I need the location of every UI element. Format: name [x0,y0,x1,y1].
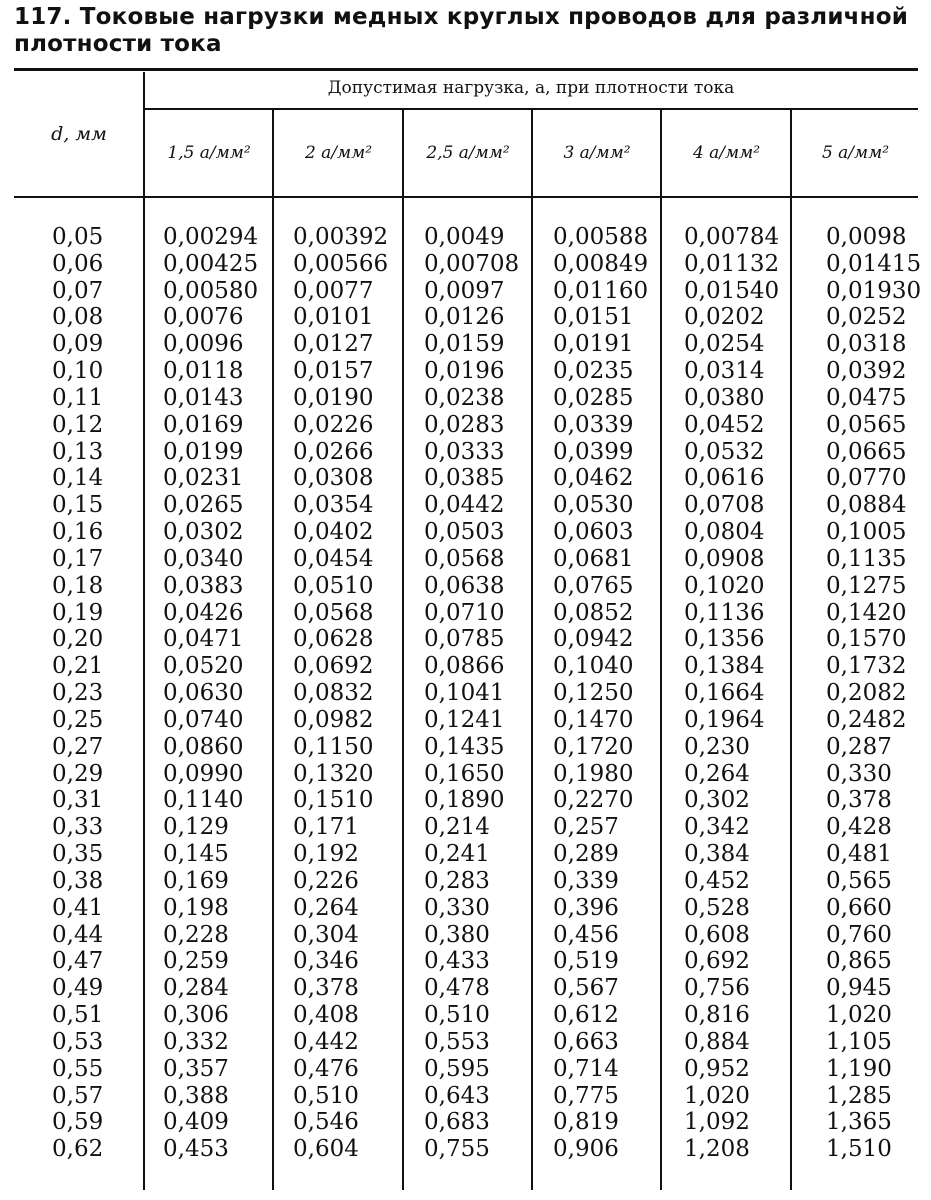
load-cell: 0,2082 [826,680,907,707]
load-cell: 0,226 [293,867,359,894]
load-cell: 0,0770 [826,465,907,492]
load-cell: 0,1250 [553,680,634,707]
load-cell: 0,952 [684,1055,750,1082]
load-cell: 0,0510 [293,572,374,599]
diameter-cell: 0,59 [52,1109,104,1136]
load-cell: 0,2482 [826,706,907,733]
load-cell: 0,0462 [553,465,634,492]
load-cell: 0,0196 [424,358,505,385]
load-cell: 1,092 [684,1109,750,1136]
diameter-cell: 0,14 [52,465,104,492]
load-cell: 0,0339 [553,411,634,438]
load-cell: 0,0235 [553,358,634,385]
load-cell: 0,0285 [553,384,634,411]
load-cell: 0,0308 [293,465,374,492]
load-cell: 0,1420 [826,599,907,626]
load-cell: 0,0860 [163,733,244,760]
load-cell: 0,0202 [684,304,765,331]
table-row [0,868,931,895]
load-cell: 0,1664 [684,680,765,707]
load-cell: 0,0990 [163,760,244,787]
load-cell: 0,0665 [826,438,907,465]
load-cell: 0,1470 [553,706,634,733]
load-cell: 0,0520 [163,653,244,680]
load-cell: 0,760 [826,921,892,948]
load-cell: 0,0475 [826,384,907,411]
load-cell: 0,145 [163,841,229,868]
diameter-cell: 0,57 [52,1082,104,1109]
load-cell: 0,00392 [293,224,389,250]
load-cell: 0,264 [684,760,750,787]
load-cell: 0,287 [826,733,892,760]
load-cell: 0,0692 [293,653,374,680]
load-cell: 0,330 [826,760,892,787]
density-column-header: 1,5 а/мм² [167,143,251,163]
load-cell: 0,289 [553,841,619,868]
load-cell: 0,1135 [826,545,907,572]
load-cell: 0,0565 [826,411,907,438]
table-row [0,1029,931,1056]
load-cell: 0,1320 [293,760,374,787]
load-cell: 0,2270 [553,787,634,814]
diameter-cell: 0,31 [52,787,104,814]
load-cell: 0,0265 [163,492,244,519]
load-cell: 0,0765 [553,572,634,599]
load-cell: 0,284 [163,975,229,1002]
load-cell: 0,1964 [684,706,765,733]
load-cell: 0,0530 [553,492,634,519]
load-cell: 0,01930 [826,277,922,304]
load-cell: 0,0340 [163,545,244,572]
load-cell: 0,396 [553,894,619,921]
load-cell: 0,1275 [826,572,907,599]
load-cell: 1,208 [684,1136,750,1163]
load-cell: 0,230 [684,733,750,760]
load-cell: 0,1384 [684,653,765,680]
diameter-cell: 0,27 [52,733,104,760]
load-cell: 0,1241 [424,706,505,733]
load-cell: 0,306 [163,1002,229,1029]
load-cell: 0,241 [424,841,490,868]
load-cell: 0,0151 [553,304,634,331]
header-bottom-rule [14,196,918,198]
diameter-cell: 0,12 [52,411,104,438]
density-column-header: 2,5 а/мм² [426,143,510,163]
load-cell: 0,0383 [163,572,244,599]
diameter-cell: 0,35 [52,841,104,868]
load-cell: 1,365 [826,1109,892,1136]
load-cell: 0,228 [163,921,229,948]
table-row [0,841,931,868]
load-cell: 0,0101 [293,304,374,331]
load-cell: 0,00425 [163,250,259,277]
diameter-cell: 0,20 [52,626,104,653]
load-cell: 0,0471 [163,626,244,653]
load-cell: 0,384 [684,841,750,868]
diameter-cell: 0,07 [52,277,104,304]
table-row [0,304,931,331]
diameter-cell: 0,47 [52,948,104,975]
load-cell: 0,0266 [293,438,374,465]
load-cell: 0,0442 [424,492,505,519]
diameter-cell: 0,38 [52,867,104,894]
diameter-cell: 0,17 [52,545,104,572]
load-cell: 0,302 [684,787,750,814]
load-cell: 0,775 [553,1082,619,1109]
load-cell: 0,1150 [293,733,374,760]
table-row [0,1056,931,1083]
load-cell: 0,1570 [826,626,907,653]
load-cell: 0,595 [424,1055,490,1082]
load-cell: 0,476 [293,1055,359,1082]
load-cell: 0,1510 [293,787,374,814]
load-cell: 0,0169 [163,411,244,438]
load-cell: 0,0157 [293,358,374,385]
table-row [0,331,931,358]
table-row [0,251,931,278]
load-cell: 0,1041 [424,680,505,707]
load-cell: 0,0380 [684,384,765,411]
density-column-header: 4 а/мм² [692,143,761,163]
table-row [0,787,931,814]
load-cell: 0,342 [684,814,750,841]
diameter-cell: 0,13 [52,438,104,465]
load-cell: 0,0402 [293,519,374,546]
load-cell: 1,285 [826,1082,892,1109]
load-cell: 0,756 [684,975,750,1002]
diameter-cell: 0,09 [52,331,104,358]
load-cell: 0,433 [424,948,490,975]
load-cell: 0,0126 [424,304,505,331]
diameter-cell: 0,15 [52,492,104,519]
diameter-cell: 0,16 [52,519,104,546]
density-column-header: 2 а/мм² [304,143,373,163]
load-cell: 0,0568 [293,599,374,626]
load-cell: 0,0603 [553,519,634,546]
permissible-load-group-header: Допустимая нагрузка, а, при плотности тока [327,78,735,98]
load-cell: 0,0942 [553,626,634,653]
load-cell: 0,0908 [684,545,765,572]
load-cell: 0,0884 [826,492,907,519]
load-cell: 0,00294 [163,224,259,250]
load-cell: 0,0238 [424,384,505,411]
load-cell: 0,0097 [424,277,505,304]
load-cell: 0,884 [684,1028,750,1055]
load-cell: 0,0077 [293,277,374,304]
load-cell: 0,0681 [553,545,634,572]
density-column-header: 3 а/мм² [563,143,631,163]
load-cell: 0,865 [826,948,892,975]
load-cell: 0,612 [553,1002,619,1029]
load-cell: 0,0628 [293,626,374,653]
load-cell: 0,0710 [424,599,505,626]
load-cell: 0,304 [293,921,359,948]
load-cell: 0,1356 [684,626,765,653]
table-row [0,358,931,385]
diameter-cell: 0,49 [52,975,104,1002]
diameter-cell: 0,25 [52,706,104,733]
load-cell: 0,510 [424,1002,490,1029]
load-cell: 0,0231 [163,465,244,492]
diameter-cell: 0,10 [52,358,104,385]
load-cell: 0,906 [553,1136,619,1163]
table-row [0,761,931,788]
load-cell: 0,0190 [293,384,374,411]
load-cell: 0,510 [293,1082,359,1109]
load-cell: 0,01132 [684,250,780,277]
table-row [0,1136,931,1163]
load-cell: 0,643 [424,1082,490,1109]
diameter-column-header: d, мм [51,123,107,145]
load-cell: 0,332 [163,1028,229,1055]
load-cell: 0,692 [684,948,750,975]
table-row [0,600,931,627]
load-cell: 0,608 [684,921,750,948]
load-cell: 0,819 [553,1109,619,1136]
load-cell: 0,0385 [424,465,505,492]
load-cell: 0,453 [163,1136,229,1163]
load-cell: 1,020 [826,1002,892,1029]
load-cell: 0,0226 [293,411,374,438]
load-cell: 0,0532 [684,438,765,465]
load-cell: 0,456 [553,921,619,948]
table-row [0,1109,931,1136]
table-row [0,680,931,707]
table-row [0,814,931,841]
load-cell: 0,1732 [826,653,907,680]
load-cell: 0,1720 [553,733,634,760]
load-cell: 0,00849 [553,250,649,277]
load-cell: 0,0191 [553,331,634,358]
load-cell: 0,0199 [163,438,244,465]
table-row [0,1002,931,1029]
load-cell: 0,0354 [293,492,374,519]
load-cell: 0,380 [424,921,490,948]
load-cell: 0,478 [424,975,490,1002]
load-cell: 0,0159 [424,331,505,358]
load-cell: 0,816 [684,1002,750,1029]
load-cell: 0,0076 [163,304,244,331]
table-row [0,975,931,1002]
load-cell: 0,1040 [553,653,634,680]
load-cell: 0,528 [684,894,750,921]
load-cell: 0,00566 [293,250,389,277]
diameter-cell: 0,62 [52,1136,104,1163]
load-cell: 0,339 [553,867,619,894]
load-cell: 0,0252 [826,304,907,331]
load-cell: 0,01160 [553,277,649,304]
load-cell: 0,663 [553,1028,619,1055]
load-cell: 0,0740 [163,706,244,733]
load-cell: 0,0118 [163,358,244,385]
table-row [0,734,931,761]
load-cell: 0,01540 [684,277,780,304]
load-cell: 0,0638 [424,572,505,599]
load-cell: 0,0630 [163,680,244,707]
load-cell: 0,0616 [684,465,765,492]
load-cell: 0,264 [293,894,359,921]
load-cell: 1,510 [826,1136,892,1163]
load-cell: 0,0333 [424,438,505,465]
diameter-cell: 0,18 [52,572,104,599]
diameter-cell: 0,44 [52,921,104,948]
load-cell: 0,0127 [293,331,374,358]
load-cell: 0,0096 [163,331,244,358]
load-cell: 0,0399 [553,438,634,465]
load-cell: 0,0254 [684,331,765,358]
load-cell: 0,604 [293,1136,359,1163]
load-cell: 0,408 [293,1002,359,1029]
diameter-cell: 0,11 [52,384,104,411]
load-cell: 0,0866 [424,653,505,680]
diameter-cell: 0,51 [52,1002,104,1029]
table-row [0,546,931,573]
load-cell: 0,259 [163,948,229,975]
table-row [0,573,931,600]
load-cell: 0,00588 [553,224,649,250]
load-cell: 0,553 [424,1028,490,1055]
load-cell: 0,1140 [163,787,244,814]
top-rule [14,68,918,71]
load-cell: 0,0454 [293,545,374,572]
load-cell: 0,283 [424,867,490,894]
table-row [0,707,931,734]
load-cell: 0,378 [293,975,359,1002]
load-cell: 0,00580 [163,277,259,304]
load-cell: 0,546 [293,1109,359,1136]
table-row [0,948,931,975]
diameter-cell: 0,05 [52,224,104,250]
load-cell: 0,0804 [684,519,765,546]
load-cell: 0,714 [553,1055,619,1082]
load-cell: 0,1890 [424,787,505,814]
load-cell: 0,452 [684,867,750,894]
table-row [0,653,931,680]
load-cell: 0,683 [424,1109,490,1136]
load-cell: 0,0568 [424,545,505,572]
load-cell: 0,0426 [163,599,244,626]
load-cell: 0,129 [163,814,229,841]
diameter-cell: 0,33 [52,814,104,841]
density-column-header: 5 а/мм² [821,143,890,163]
diameter-cell: 0,23 [52,680,104,707]
load-cell: 1,020 [684,1082,750,1109]
load-cell: 0,357 [163,1055,229,1082]
load-cell: 0,0785 [424,626,505,653]
load-cell: 0,755 [424,1136,490,1163]
diameter-cell: 0,53 [52,1028,104,1055]
table-row [0,1083,931,1110]
load-cell: 0,0049 [424,224,505,250]
table-row [0,895,931,922]
table-row [0,439,931,466]
load-cell: 0,0852 [553,599,634,626]
table-title: 117. Токовые нагрузки медных круглых проводов для различной плотности тока [14,4,909,57]
load-cell: 0,192 [293,841,359,868]
table-row [0,465,931,492]
load-cell: 0,442 [293,1028,359,1055]
load-cell: 0,0452 [684,411,765,438]
table-row [0,385,931,412]
load-cell: 0,330 [424,894,490,921]
load-cell: 0,00708 [424,250,520,277]
table-row [0,626,931,653]
load-cell: 0,0832 [293,680,374,707]
load-cell: 0,481 [826,841,892,868]
load-cell: 0,409 [163,1109,229,1136]
load-cell: 0,567 [553,975,619,1002]
diameter-cell: 0,29 [52,760,104,787]
load-cell: 0,214 [424,814,490,841]
load-cell: 0,1020 [684,572,765,599]
load-cell: 0,0708 [684,492,765,519]
diameter-cell: 0,41 [52,894,104,921]
load-cell: 0,0314 [684,358,765,385]
load-cell: 0,0318 [826,331,907,358]
load-cell: 1,105 [826,1028,892,1055]
load-cell: 0,660 [826,894,892,921]
load-cell: 0,00784 [684,224,780,250]
table-row [0,492,931,519]
load-cell: 0,257 [553,814,619,841]
load-cell: 0,0283 [424,411,505,438]
table-row [0,278,931,305]
load-cell: 0,945 [826,975,892,1002]
diameter-cell: 0,06 [52,250,104,277]
load-cell: 0,0982 [293,706,374,733]
load-cell: 1,190 [826,1055,892,1082]
load-cell: 0,0143 [163,384,244,411]
diameter-cell: 0,55 [52,1055,104,1082]
table-row [0,922,931,949]
diameter-cell: 0,08 [52,304,104,331]
load-cell: 0,1435 [424,733,505,760]
load-cell: 0,519 [553,948,619,975]
load-cell: 0,0503 [424,519,505,546]
load-cell: 0,346 [293,948,359,975]
table-row [0,412,931,439]
load-cell: 0,388 [163,1082,229,1109]
load-cell: 0,1005 [826,519,907,546]
diameter-cell: 0,19 [52,599,104,626]
load-cell: 0,0098 [826,224,907,250]
load-cell: 0,1980 [553,760,634,787]
table-row [0,224,931,251]
load-cell: 0,169 [163,867,229,894]
load-cell: 0,198 [163,894,229,921]
load-cell: 0,01415 [826,250,922,277]
load-cell: 0,0392 [826,358,907,385]
load-cell: 0,1650 [424,760,505,787]
load-cell: 0,1136 [684,599,765,626]
load-cell: 0,0302 [163,519,244,546]
load-cell: 0,428 [826,814,892,841]
table-row [0,519,931,546]
diameter-cell: 0,21 [52,653,104,680]
load-cell: 0,565 [826,867,892,894]
load-cell: 0,171 [293,814,359,841]
load-cell: 0,378 [826,787,892,814]
